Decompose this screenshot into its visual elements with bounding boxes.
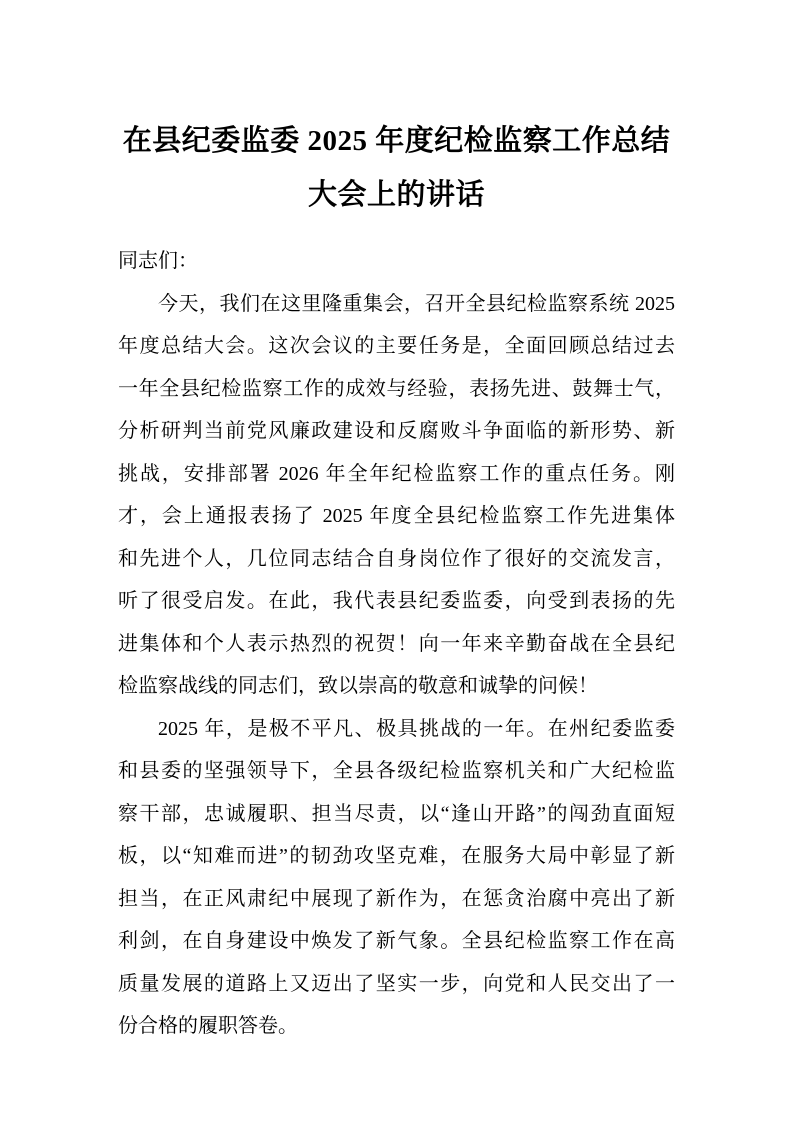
body-line: 察干部，忠诚履职、担当尽责，以“逢山开路”的闯劲直面短	[118, 802, 675, 825]
body-line: 2025 年，是极不平凡、极具挑战的一年。在州纪委监委	[158, 717, 675, 740]
document-title	[118, 114, 675, 222]
body-line: 检监察战线的同志们，致以崇高的敬意和诚挚的问候！	[118, 675, 598, 697]
document-title-line-2: 大会上的讲话	[307, 179, 485, 211]
body-line: 份合格的履职答卷。	[118, 1015, 298, 1037]
body-line: 利剑，在自身建设中焕发了新气象。全县纪检监察工作在高	[118, 930, 675, 952]
document-body	[118, 240, 675, 1048]
body-line: 分析研判当前党风廉政建设和反腐败斗争面临的新形势、新	[118, 420, 675, 442]
body-line: 同志们：	[118, 250, 198, 272]
body-line: 质量发展的道路上又迈出了坚实一步，向党和人民交出了一	[118, 972, 675, 995]
body-line: 担当，在正风肃纪中展现了新作为，在惩贪治腐中亮出了新	[118, 887, 675, 910]
body-line: 进集体和个人表示热烈的祝贺！向一年来辛勤奋战在全县纪	[118, 632, 675, 655]
body-line: 和县委的坚强领导下，全县各级纪检监察机关和广大纪检监	[118, 760, 675, 782]
body-line: 今天，我们在这里隆重集会，召开全县纪检监察系统 2025	[158, 292, 675, 315]
body-line: 挑战，安排部署 2026 年全年纪检监察工作的重点任务。刚	[118, 462, 675, 485]
body-line: 听了很受启发。在此，我代表县纪委监委，向受到表扬的先	[118, 590, 675, 612]
body-line: 和先进个人，几位同志结合自身岗位作了很好的交流发言，	[118, 547, 675, 570]
body-line: 板，以“知难而进”的韧劲攻坚克难，在服务大局中彰显了新	[118, 845, 675, 867]
body-line: 才，会上通报表扬了 2025 年度全县纪检监察工作先进集体	[118, 505, 675, 527]
body-line: 一年全县纪检监察工作的成效与经验，表扬先进、鼓舞士气，	[118, 377, 675, 400]
body-line: 年度总结大会。这次会议的主要任务是，全面回顾总结过去	[118, 335, 675, 357]
document-content	[118, 0, 675, 1048]
document-title-line-1: 在县纪委监委 2025 年度纪检监察工作总结	[122, 125, 671, 157]
